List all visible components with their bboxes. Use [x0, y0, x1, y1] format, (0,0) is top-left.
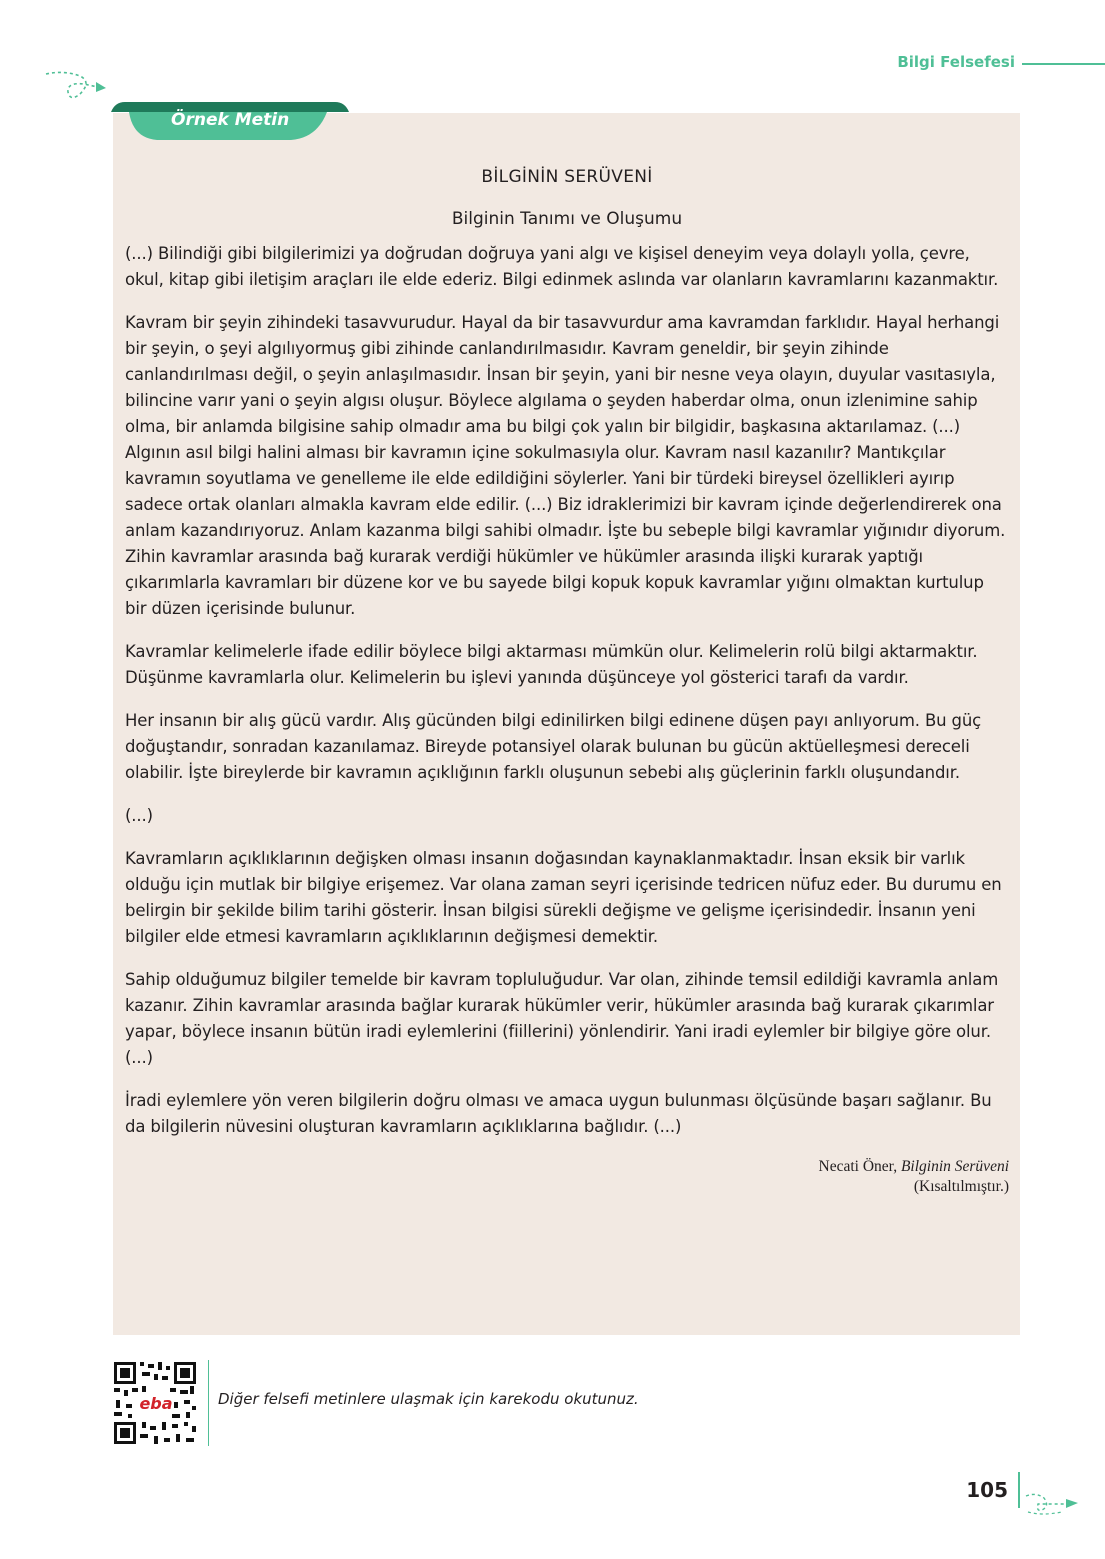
- document-body: [125, 167, 1009, 1197]
- attribution-book: Bilginin Serüveni: [900, 1158, 1009, 1175]
- paragraph: Kavram bir şeyin zihindeki tasavvurudur. Hayal da bir tasavvurdur ama kavramdan farklıdır. Hayal herhangi bir şeyin, o şeyi algılıyormuş gibi zihinde canlandırılmasıdır. Kavram geneldir, bir şeyin zihinde canlandırılması değil, o şeyin anlaşılmasıdır. İnsan bir şeyin, yani bir nesne veya olayın, duyular vasıtasıyla, bilincine varır yani o şeyin algısı oluşur. Böylece algılama o şeyden haberdar olma, onun izlenimine sahip olma, bir anlamda bilgisine sahip olmadır ama bu bilgi çok yalın bir bilgidir, başkasına aktarılamaz. (...) Algının asıl bilgi halini alması bir kavramın içine sokulmasıyla olur. Kavram nasıl kazanılır? Mantıkçılar kavramın soyutlama ve genelleme ile elde edildiğini söylerler. Yani bir türdeki bireysel özellikleri ayırıp sadece ortak olanları almakla kavram elde edilir. (...) Biz idraklerimizi bir kavram içinde değerlendirerek ona anlam kazandırıyoruz. Anlam kazanma bilgi sahibi olmadır. İşte bu sebeple bilgi kavramlar yığınıdır diyorum. Zihin kavramlar arasında bağ kurarak verdiği hükümler ve hükümler arasında ilişki kurarak yaptığı çıkarımlarla kavramları bir düzene kor ve bu sayede bilgi kopuk kopuk kavramlar yığını olmaktan kurtulup bir düzen içerisinde bulunur.: [125, 313, 1006, 618]
- document-title: BİLGİNİN SERÜVENİ: [481, 167, 653, 187]
- qr-divider: [208, 1360, 209, 1446]
- paragraph: Her insanın bir alış gücü vardır. Alış gücünden bilgi edinilirken bilgi edinene düşen payı anlıyorum. Bu güç doğuştandır, sonradan kazanılamaz. Bireyde potansiyel olarak bulunan bu gücün aktüelleşmesi dereceli olabilir. İşte bireylerde bir kavramın açıklığının farklı oluşunun sebebi alış güçlerinin farklı oluşundandır.: [125, 711, 982, 782]
- attribution-author: Necati Öner,: [818, 1158, 898, 1175]
- section-title: Bilgi Felsefesi: [897, 53, 1015, 71]
- paragraph: Sahip olduğumuz bilgiler temelde bir kavram topluluğudur. Var olan, zihinde temsil edildiği kavramla anlam kazanır. Zihin kavramlar arasında bağlar kurarak hükümler verir, hükümler arasında bağ kurarak çıkarımlar yapar, böylece insanın bütün iradi eylemlerini (fiillerini) yönlendirir. Yani iradi eylemler bir bilgiye göre olur. (...): [125, 970, 999, 1067]
- tab-label: Örnek Metin: [171, 110, 290, 130]
- paragraph: İradi eylemlere yön veren bilgilerin doğru olması ve amaca uygun bulunması ölçüsünde başarı sağlanır. Bu da bilgilerin nüvesini oluşturan kavramların açıklıklarına bağlıdır. (...): [125, 1091, 992, 1136]
- attribution: [125, 1157, 1009, 1197]
- paragraph: Kavramlar kelimelerle ifade edilir böylece bilgi aktarması mümkün olur. Kelimelerin rolü bilgi aktarmaktır. Düşünme kavramlarla olur. Kelimelerin bu işlevi yanında düşünceye yol gösterici tarafı da vardır.: [125, 642, 978, 687]
- dashed-arrow-icon: [1022, 1490, 1082, 1520]
- paragraph: Kavramların açıklıklarının değişken olması insanın doğasından kaynaklanmaktadır. İnsan eksik bir varlık olduğu için mutlak bir bilgiye erişemez. Var olana zaman seyri içerisinde tedricen nüfuz eder. Bu durumu en belirgin bir şekilde bilim tarihi gösterir. İnsan bilgisi sürekli değişme ve gelişme içerisindedir. İnsanın yeni bilgiler elde etmesi kavramların açıklıklarının değişmesi demektir.: [125, 849, 1002, 946]
- page-number-divider: [1018, 1472, 1020, 1508]
- qr-caption: Diğer felsefi metinlere ulaşmak için karekodu okutunuz.: [218, 1390, 639, 1408]
- paragraph: (...) Bilindiği gibi bilgilerimizi ya doğrudan doğruya yani algı ve kişisel deneyim veya dolaylı yolla, çevre, okul, kitap gibi iletişim araçları ile elde ederiz. Bilgi edinmek aslında var olanların kavramlarını kazanmaktır.: [125, 244, 999, 289]
- qr-logo-text: eba: [139, 1394, 173, 1413]
- attribution-note: (Kısaltılmıştır.): [913, 1178, 1009, 1195]
- page-number: 105: [966, 1478, 1008, 1502]
- header-divider: [1022, 63, 1105, 65]
- dashed-arrow-icon: [40, 68, 110, 108]
- qr-code-icon[interactable]: [112, 1360, 198, 1446]
- document-subtitle: Bilginin Tanımı ve Oluşumu: [451, 209, 683, 229]
- sample-text-tab: [111, 100, 349, 142]
- paragraph: (...): [125, 806, 153, 825]
